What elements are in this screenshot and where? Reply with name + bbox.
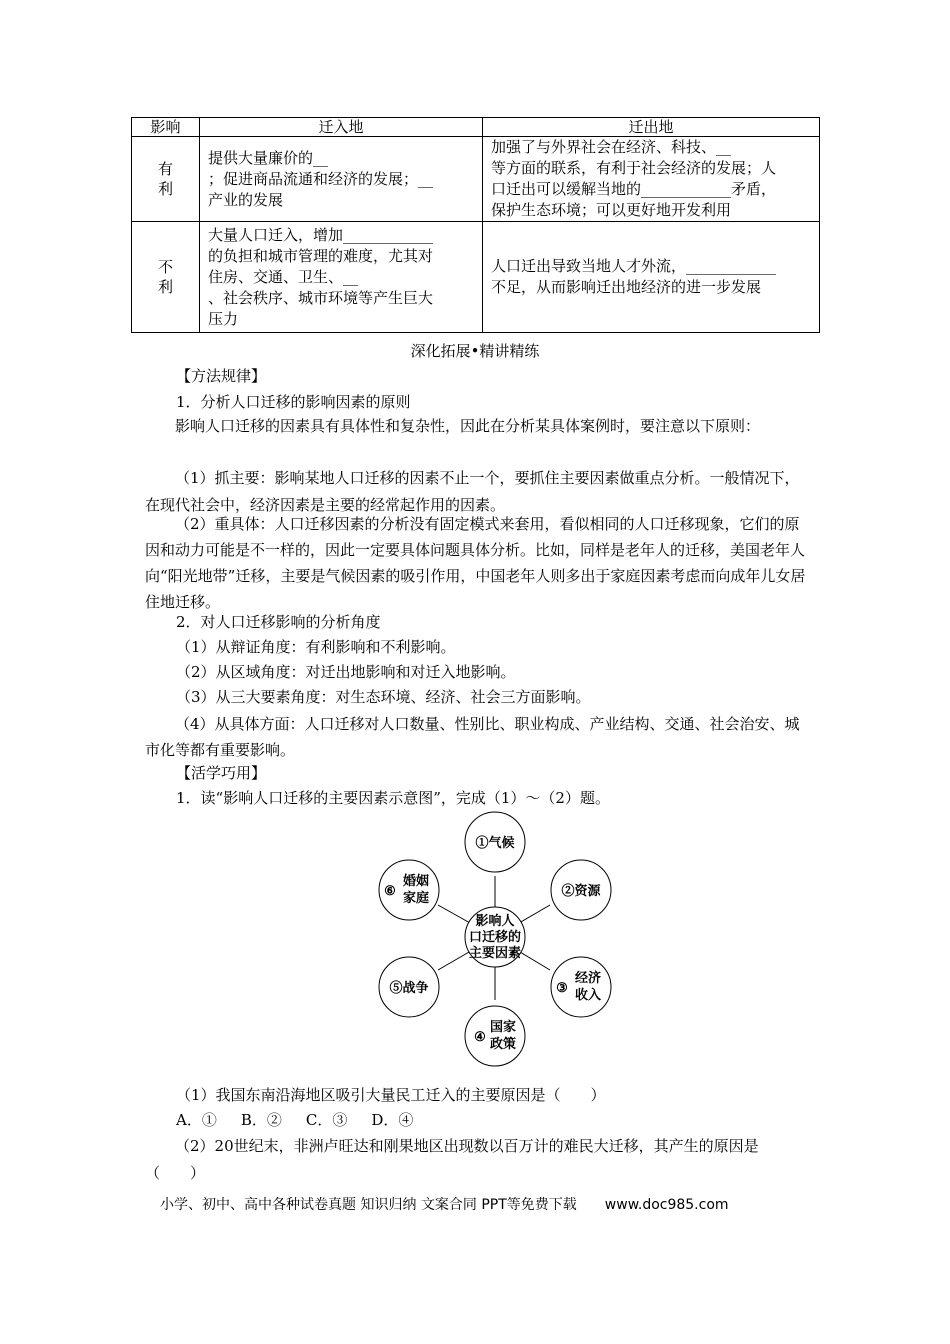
header-in: 迁入地 [200,118,483,137]
header-impact: 影响 [132,118,200,137]
node-resources-label: ②资源 [561,884,601,899]
header-out: 迁出地 [483,118,820,137]
question-1: 1．读“影响人口迁移的主要因素示意图”，完成（1）～（2）题。 [176,789,610,807]
center-line-1: 影响人 [475,914,515,929]
angle-item-2: （2）从区域角度：对迁出地影响和对迁入地影响。 [176,663,516,681]
angle-heading: 2．对人口迁移影响的分析角度 [176,613,381,631]
principle-item-1: （1）抓主要：影响某地人口迁移的因素不止一个，要抓住主要因素做重点分析。一般情况下，在现代社会中，经济因素是主要的经常起作用的因素。 [145,469,800,514]
principle-item-2: （2）重具体：人口迁移因素的分析没有固定模式来套用，看似相同的人口迁移现象，它们的原因和动力可能是不一样的，因此一定要具体问题具体分析。比如，同样是老年人的迁移，美国老年人向“阳光地带”迁移，主要是气候因素的吸引作用，中国老年人则多出于家庭因素考虑而向成年儿女居住地迁移。 [145,515,806,611]
option-d: D．④ [371,1111,414,1129]
angle-item-1: （1）从辩证角度：有利影响和不利影响。 [176,638,456,656]
footer-url[interactable]: www.doc985.com [604,1197,729,1213]
center-line-2: 口迁移的 [468,930,522,945]
practice-title: 【活学巧用】 [176,764,267,782]
footer [160,1194,729,1214]
center-line-3: 主要因素 [468,946,522,961]
node-family-num: ⑥ [384,884,396,899]
option-c: C．③ [305,1111,348,1129]
node-income-line-2: 收入 [574,988,602,1003]
option-a: A．① [176,1111,217,1129]
node-climate-label: ①气候 [475,836,515,851]
row-unfavorable-label: 不 利 [132,222,200,333]
migration-factors-diagram [370,810,620,1072]
principle-intro: 影响人口迁移的因素具有具体性和复杂性，因此在分析某具体案例时，要注意以下原则： [175,417,761,435]
node-income-line-1: 经济 [574,971,602,986]
node-family-line-2: 家庭 [402,891,430,906]
node-policy-line-2: 政策 [489,1037,517,1052]
footer-text: 小学、初中、高中各种试卷真题 知识归纳 文案合同 PPT等免费下载 [160,1197,577,1213]
section-title: 深化拓展•精讲精练 [410,342,540,360]
row-unfavorable-in: 大量人口迁入，增加____________ 的负担和城市管理的难度，尤其对 住房、交通、卫生、__ 、社会秩序、城市环境等产生巨大 压力 [200,222,483,333]
row-favorable-out: 加强了与外界社会在经济、科技、__ 等方面的联系，有利于社会经济的发展；人 口迁出可以缓解当地的____________矛盾， 保护生态环境；可以更好地开发利用 [483,137,820,222]
node-family-line-1: 婚姻 [402,874,430,889]
principle-heading: 1．分析人口迁移的影响因素的原则 [176,393,411,411]
method-title: 【方法规律】 [176,367,267,385]
question-1-1: （1）我国东南沿海地区吸引大量民工迁入的主要原因是（ ） [176,1086,606,1104]
node-policy-num: ④ [474,1030,486,1045]
impact-table [131,117,820,333]
option-b: B．② [240,1111,282,1129]
angle-item-4: （4）从具体方面：人口迁移对人口数量、性别比、职业构成、产业结构、交通、社会治安、城市化等都有重要影响。 [145,715,800,759]
node-war-label: ⑤战争 [389,981,429,996]
question-1-2: （2）20世纪末，非洲卢旺达和刚果地区出现数以百万计的难民大迁移，其产生的原因是（ ） [145,1137,759,1182]
node-income-num: ③ [556,981,568,996]
node-policy-line-1: 国家 [489,1020,517,1035]
row-favorable-in: 提供大量廉价的__ ；促进商品流通和经济的发展；__ 产业的发展 [200,137,483,222]
row-favorable-label: 有 利 [132,137,200,222]
row-unfavorable-out: 人口迁出导致当地人才外流，____________ 不足，从而影响迁出地经济的进一步发展 [483,222,820,333]
question-1-1-options [176,1109,413,1130]
angle-item-3: （3）从三大要素角度：对生态环境、经济、社会三方面影响。 [176,688,591,706]
